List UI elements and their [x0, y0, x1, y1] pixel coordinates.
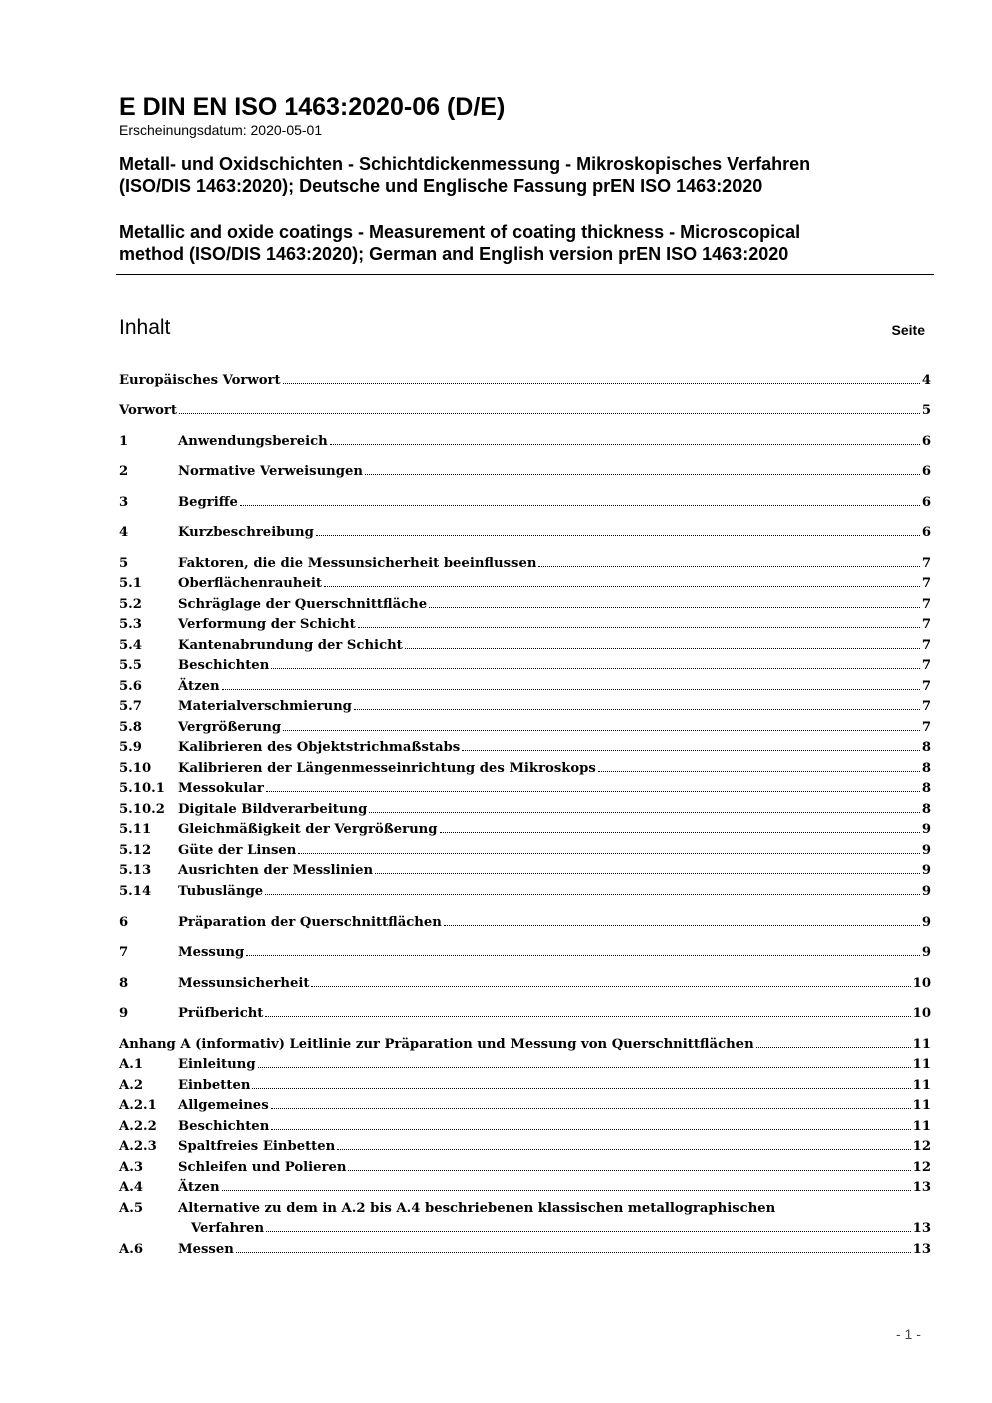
dot-leader: [538, 554, 919, 567]
toc-entry-number: 7: [119, 945, 129, 960]
dot-leader: [271, 1117, 910, 1130]
dot-leader: [462, 738, 920, 751]
toc-entry-title: Messen: [178, 1242, 234, 1257]
toc-entry-page: 7: [921, 617, 931, 632]
toc-entry-page: 6: [921, 495, 931, 510]
toc-entry[interactable]: [119, 841, 931, 861]
toc-entry-number: 5.4: [119, 638, 142, 653]
toc-entry[interactable]: [119, 738, 931, 758]
toc-entry-title: Schleifen und Polieren: [178, 1160, 347, 1175]
toc-entry-page: 7: [921, 597, 931, 612]
toc-entry-page: 12: [912, 1139, 931, 1154]
toc-entry-title: Messokular: [178, 781, 264, 796]
toc-heading: Inhalt: [119, 316, 171, 339]
toc-entry-number: 5: [119, 556, 129, 571]
dot-leader: [358, 615, 920, 628]
toc-entry[interactable]: [119, 913, 931, 933]
title-english-line-1: Metallic and oxide coatings - Measurement of coating thickness - Microscopical: [119, 222, 801, 242]
toc-entry-page: 10: [912, 976, 931, 991]
page-number: - 1 -: [896, 1326, 921, 1342]
toc-entry-number: 9: [119, 1006, 129, 1021]
toc-entry-number: 5.10.2: [119, 802, 165, 817]
dot-leader: [316, 523, 920, 536]
toc-entry-title: Ausrichten der Messlinien: [178, 863, 374, 878]
toc-entry-page: 11: [912, 1037, 931, 1052]
dot-leader: [266, 779, 920, 792]
toc-entry-page: 7: [921, 720, 931, 735]
toc-entry-title: Europäisches Vorwort: [119, 373, 281, 388]
toc-entry-page: 8: [921, 761, 931, 776]
toc-entry[interactable]: [119, 595, 931, 615]
toc-entry-page: 9: [921, 863, 931, 878]
toc-entry-number: 5.7: [119, 699, 142, 714]
toc-entry-number: 5.10.1: [119, 781, 165, 796]
toc-entry-page: 4: [921, 373, 931, 388]
toc-entry-title-continued: Verfahren: [191, 1221, 265, 1236]
toc-entry-title: Ätzen: [178, 1180, 220, 1195]
toc-entry-number: A.3: [119, 1160, 143, 1175]
toc-entry-page: 8: [921, 802, 931, 817]
toc-entry-page: 7: [921, 638, 931, 653]
dot-leader: [298, 841, 919, 854]
dot-leader: [266, 1219, 911, 1232]
publication-date: Erscheinungsdatum: 2020-05-01: [119, 122, 323, 138]
dot-leader: [271, 1096, 911, 1109]
toc-entry-page: 7: [921, 658, 931, 673]
toc-entry-page: 11: [912, 1098, 931, 1113]
toc-entry[interactable]: [119, 656, 931, 676]
toc-entry-title: Präparation der Querschnittflächen: [178, 915, 442, 930]
toc-entry-page: 13: [912, 1242, 931, 1257]
dot-leader: [440, 820, 920, 833]
toc-entry-number: 6: [119, 915, 129, 930]
toc-entry-title: Messunsicherheit: [178, 976, 310, 991]
toc-entry[interactable]: [119, 1178, 931, 1198]
toc-entry-number: 5.13: [119, 863, 152, 878]
dot-leader: [444, 913, 920, 926]
toc-entry[interactable]: [119, 1240, 931, 1260]
toc-entry[interactable]: [119, 1117, 931, 1137]
toc-entry[interactable]: [119, 820, 931, 840]
toc-entry-page: 7: [921, 556, 931, 571]
toc-entry[interactable]: [119, 1199, 931, 1219]
toc-entry[interactable]: [119, 554, 931, 574]
toc-entry[interactable]: [119, 574, 931, 594]
toc-entry-page: 8: [921, 740, 931, 755]
dot-leader: [265, 1004, 910, 1017]
toc-entry[interactable]: [119, 882, 931, 902]
toc-entry-number: A.2.2: [119, 1119, 157, 1134]
toc-entry-number: 5.1: [119, 576, 142, 591]
toc-entry[interactable]: [119, 718, 931, 738]
toc-entry-title: Güte der Linsen: [178, 843, 297, 858]
toc-entry-title: Kantenabrundung der Schicht: [178, 638, 403, 653]
toc-entry-title: Prüfbericht: [178, 1006, 264, 1021]
toc-entry-page: 8: [921, 781, 931, 796]
toc-entry-title: Oberflächenrauheit: [178, 576, 322, 591]
toc-entry[interactable]: [119, 1055, 931, 1075]
toc-entry[interactable]: [119, 759, 931, 779]
document-id: E DIN EN ISO 1463:2020-06 (D/E): [119, 93, 506, 121]
toc-entry-title: Messung: [178, 945, 245, 960]
toc-entry-title: Allgemeines: [178, 1098, 269, 1113]
toc-entry-number: 5.8: [119, 720, 142, 735]
toc-entry-page: 6: [921, 464, 931, 479]
toc-entry-title: Beschichten: [178, 1119, 270, 1134]
toc-heading-row: [119, 314, 925, 344]
toc-entry-page: 9: [921, 843, 931, 858]
toc-entry-title: Gleichmäßigkeit der Vergrößerung: [178, 822, 438, 837]
dot-leader: [222, 1178, 911, 1191]
dot-leader: [258, 1055, 911, 1068]
dot-leader: [375, 861, 920, 874]
toc-entry-number: 3: [119, 495, 129, 510]
dot-leader: [405, 636, 920, 649]
title-english-line-2: method (ISO/DIS 1463:2020); German and English version prEN ISO 1463:2020: [119, 244, 789, 264]
toc-entry-title: Normative Verweisungen: [178, 464, 363, 479]
toc-entry-page: 9: [921, 945, 931, 960]
toc-entry[interactable]: [119, 1158, 931, 1178]
toc-entry[interactable]: [119, 677, 931, 697]
toc-entry-title: Vorwort: [119, 403, 177, 418]
toc-entry-number: 2: [119, 464, 129, 479]
toc-entry[interactable]: [119, 1035, 931, 1055]
dot-leader: [330, 432, 920, 445]
dot-leader: [222, 677, 920, 690]
toc-entry-number: 5.5: [119, 658, 142, 673]
toc-entry-number: 1: [119, 434, 129, 449]
toc-entry-number: A.2.1: [119, 1098, 157, 1113]
toc-entry[interactable]: [119, 401, 931, 421]
toc-entry-title: Tubuslänge: [178, 884, 264, 899]
toc-entry-title: Einleitung: [178, 1057, 256, 1072]
toc-entry[interactable]: [119, 779, 931, 799]
title-german-line-2: (ISO/DIS 1463:2020); Deutsche und Englische Fassung prEN ISO 1463:2020: [119, 176, 763, 196]
toc-entry-number: A.4: [119, 1180, 143, 1195]
toc-entry-page: 10: [912, 1006, 931, 1021]
toc-entry-page: 5: [921, 403, 931, 418]
toc-entry-number: A.2: [119, 1078, 143, 1093]
dot-leader: [337, 1137, 910, 1150]
toc-entry-page: 12: [912, 1160, 931, 1175]
toc-entry-title: Ätzen: [178, 679, 220, 694]
toc-entry-title: Anhang A (informativ) Leitlinie zur Präparation und Messung von Querschnittflächen: [119, 1037, 754, 1052]
toc-entry-title: Vergrößerung: [178, 720, 282, 735]
toc-entry[interactable]: [119, 493, 931, 513]
toc-entry[interactable]: [119, 1004, 931, 1024]
toc-entry[interactable]: [119, 943, 931, 963]
toc-entry-number: 4: [119, 525, 129, 540]
toc-entry-page: 9: [921, 884, 931, 899]
dot-leader: [348, 1158, 910, 1171]
toc-entry-title: Alternative zu dem in A.2 bis A.4 beschriebenen klassischen metallographischen: [178, 1201, 776, 1216]
toc-entry-title: Digitale Bildverarbeitung: [178, 802, 368, 817]
toc-entry[interactable]: [119, 861, 931, 881]
document-header: [119, 92, 934, 265]
toc-entry[interactable]: [119, 800, 931, 820]
toc-entry-number: 5.12: [119, 843, 152, 858]
toc-entry-number: 5.3: [119, 617, 142, 632]
dot-leader: [179, 401, 920, 414]
page-column-label: Seite: [891, 322, 925, 338]
toc-entry[interactable]: [119, 1137, 931, 1157]
dot-leader: [240, 493, 920, 506]
toc-entry-number: 5.11: [119, 822, 152, 837]
toc-entry-title: Einbetten: [178, 1078, 251, 1093]
dot-leader: [246, 943, 920, 956]
toc-entry[interactable]: [119, 636, 931, 656]
toc-entry-title: Beschichten: [178, 658, 270, 673]
toc-entry-page: 13: [912, 1180, 931, 1195]
toc-entry-number: 8: [119, 976, 129, 991]
dot-leader: [283, 718, 920, 731]
toc-entry-title: Materialverschmierung: [178, 699, 352, 714]
toc-entry[interactable]: [119, 1076, 931, 1096]
dot-leader: [756, 1035, 911, 1048]
toc-entry[interactable]: [119, 697, 931, 717]
header-divider: [116, 274, 934, 275]
toc-entry[interactable]: [119, 371, 931, 391]
toc-entry-page: 9: [921, 822, 931, 837]
toc-entry-page: 7: [921, 679, 931, 694]
toc-entry-page: 6: [921, 434, 931, 449]
toc-entry-title: Spaltfreies Einbetten: [178, 1139, 336, 1154]
toc-entry[interactable]: [119, 462, 931, 482]
toc-entry-number: A.6: [119, 1242, 143, 1257]
toc-entry-number: 5.9: [119, 740, 142, 755]
toc-entry-title: Schräglage der Querschnittfläche: [178, 597, 428, 612]
title-german-line-1: Metall- und Oxidschichten - Schichtdickenmessung - Mikroskopisches Verfahren: [119, 154, 811, 174]
toc-entry-page: 7: [921, 699, 931, 714]
dot-leader: [365, 462, 920, 475]
toc-entry[interactable]: [119, 974, 931, 994]
dot-leader: [283, 371, 920, 384]
toc-entry-number: 5.10: [119, 761, 152, 776]
dot-leader: [252, 1076, 910, 1089]
toc-entry-title: Faktoren, die die Messunsicherheit beeinflussen: [178, 556, 537, 571]
toc-entry-continuation[interactable]: [119, 1219, 931, 1239]
dot-leader: [271, 656, 920, 669]
toc-entry-page: 11: [912, 1078, 931, 1093]
toc-entry-number: 5.6: [119, 679, 142, 694]
dot-leader: [354, 697, 920, 710]
toc-entry[interactable]: [119, 432, 931, 452]
toc-entry-page: 9: [921, 915, 931, 930]
dot-leader: [429, 595, 920, 608]
title-german: [119, 153, 934, 197]
dot-leader: [236, 1240, 911, 1253]
dot-leader: [324, 574, 920, 587]
title-english: [119, 221, 934, 265]
toc-entry[interactable]: [119, 1096, 931, 1116]
toc-entry-title: Begriffe: [178, 495, 238, 510]
toc-entry[interactable]: [119, 523, 931, 543]
dot-leader: [311, 974, 910, 987]
toc-entry-page: 6: [921, 525, 931, 540]
toc-entry-title: Kurzbeschreibung: [178, 525, 314, 540]
dot-leader: [369, 800, 920, 813]
toc-entry[interactable]: [119, 615, 931, 635]
dot-leader: [265, 882, 920, 895]
dot-leader: [598, 759, 920, 772]
toc-entry-number: A.2.3: [119, 1139, 157, 1154]
toc-entry-page: 7: [921, 576, 931, 591]
toc-entry-page: 11: [912, 1057, 931, 1072]
toc-entry-title: Kalibrieren des Objektstrichmaßstabs: [178, 740, 461, 755]
toc-entry-page: 11: [912, 1119, 931, 1134]
toc-entry-title: Anwendungsbereich: [178, 434, 328, 449]
toc-entry-title: Verformung der Schicht: [178, 617, 356, 632]
toc-entry-title: Kalibrieren der Längenmesseinrichtung des Mikroskops: [178, 761, 596, 776]
toc-entry-number: 5.2: [119, 597, 142, 612]
toc-entry-number: A.5: [119, 1201, 143, 1216]
toc-entry-number: 5.14: [119, 884, 152, 899]
toc-entry-number: A.1: [119, 1057, 143, 1072]
toc-entry-page: 13: [912, 1221, 931, 1236]
